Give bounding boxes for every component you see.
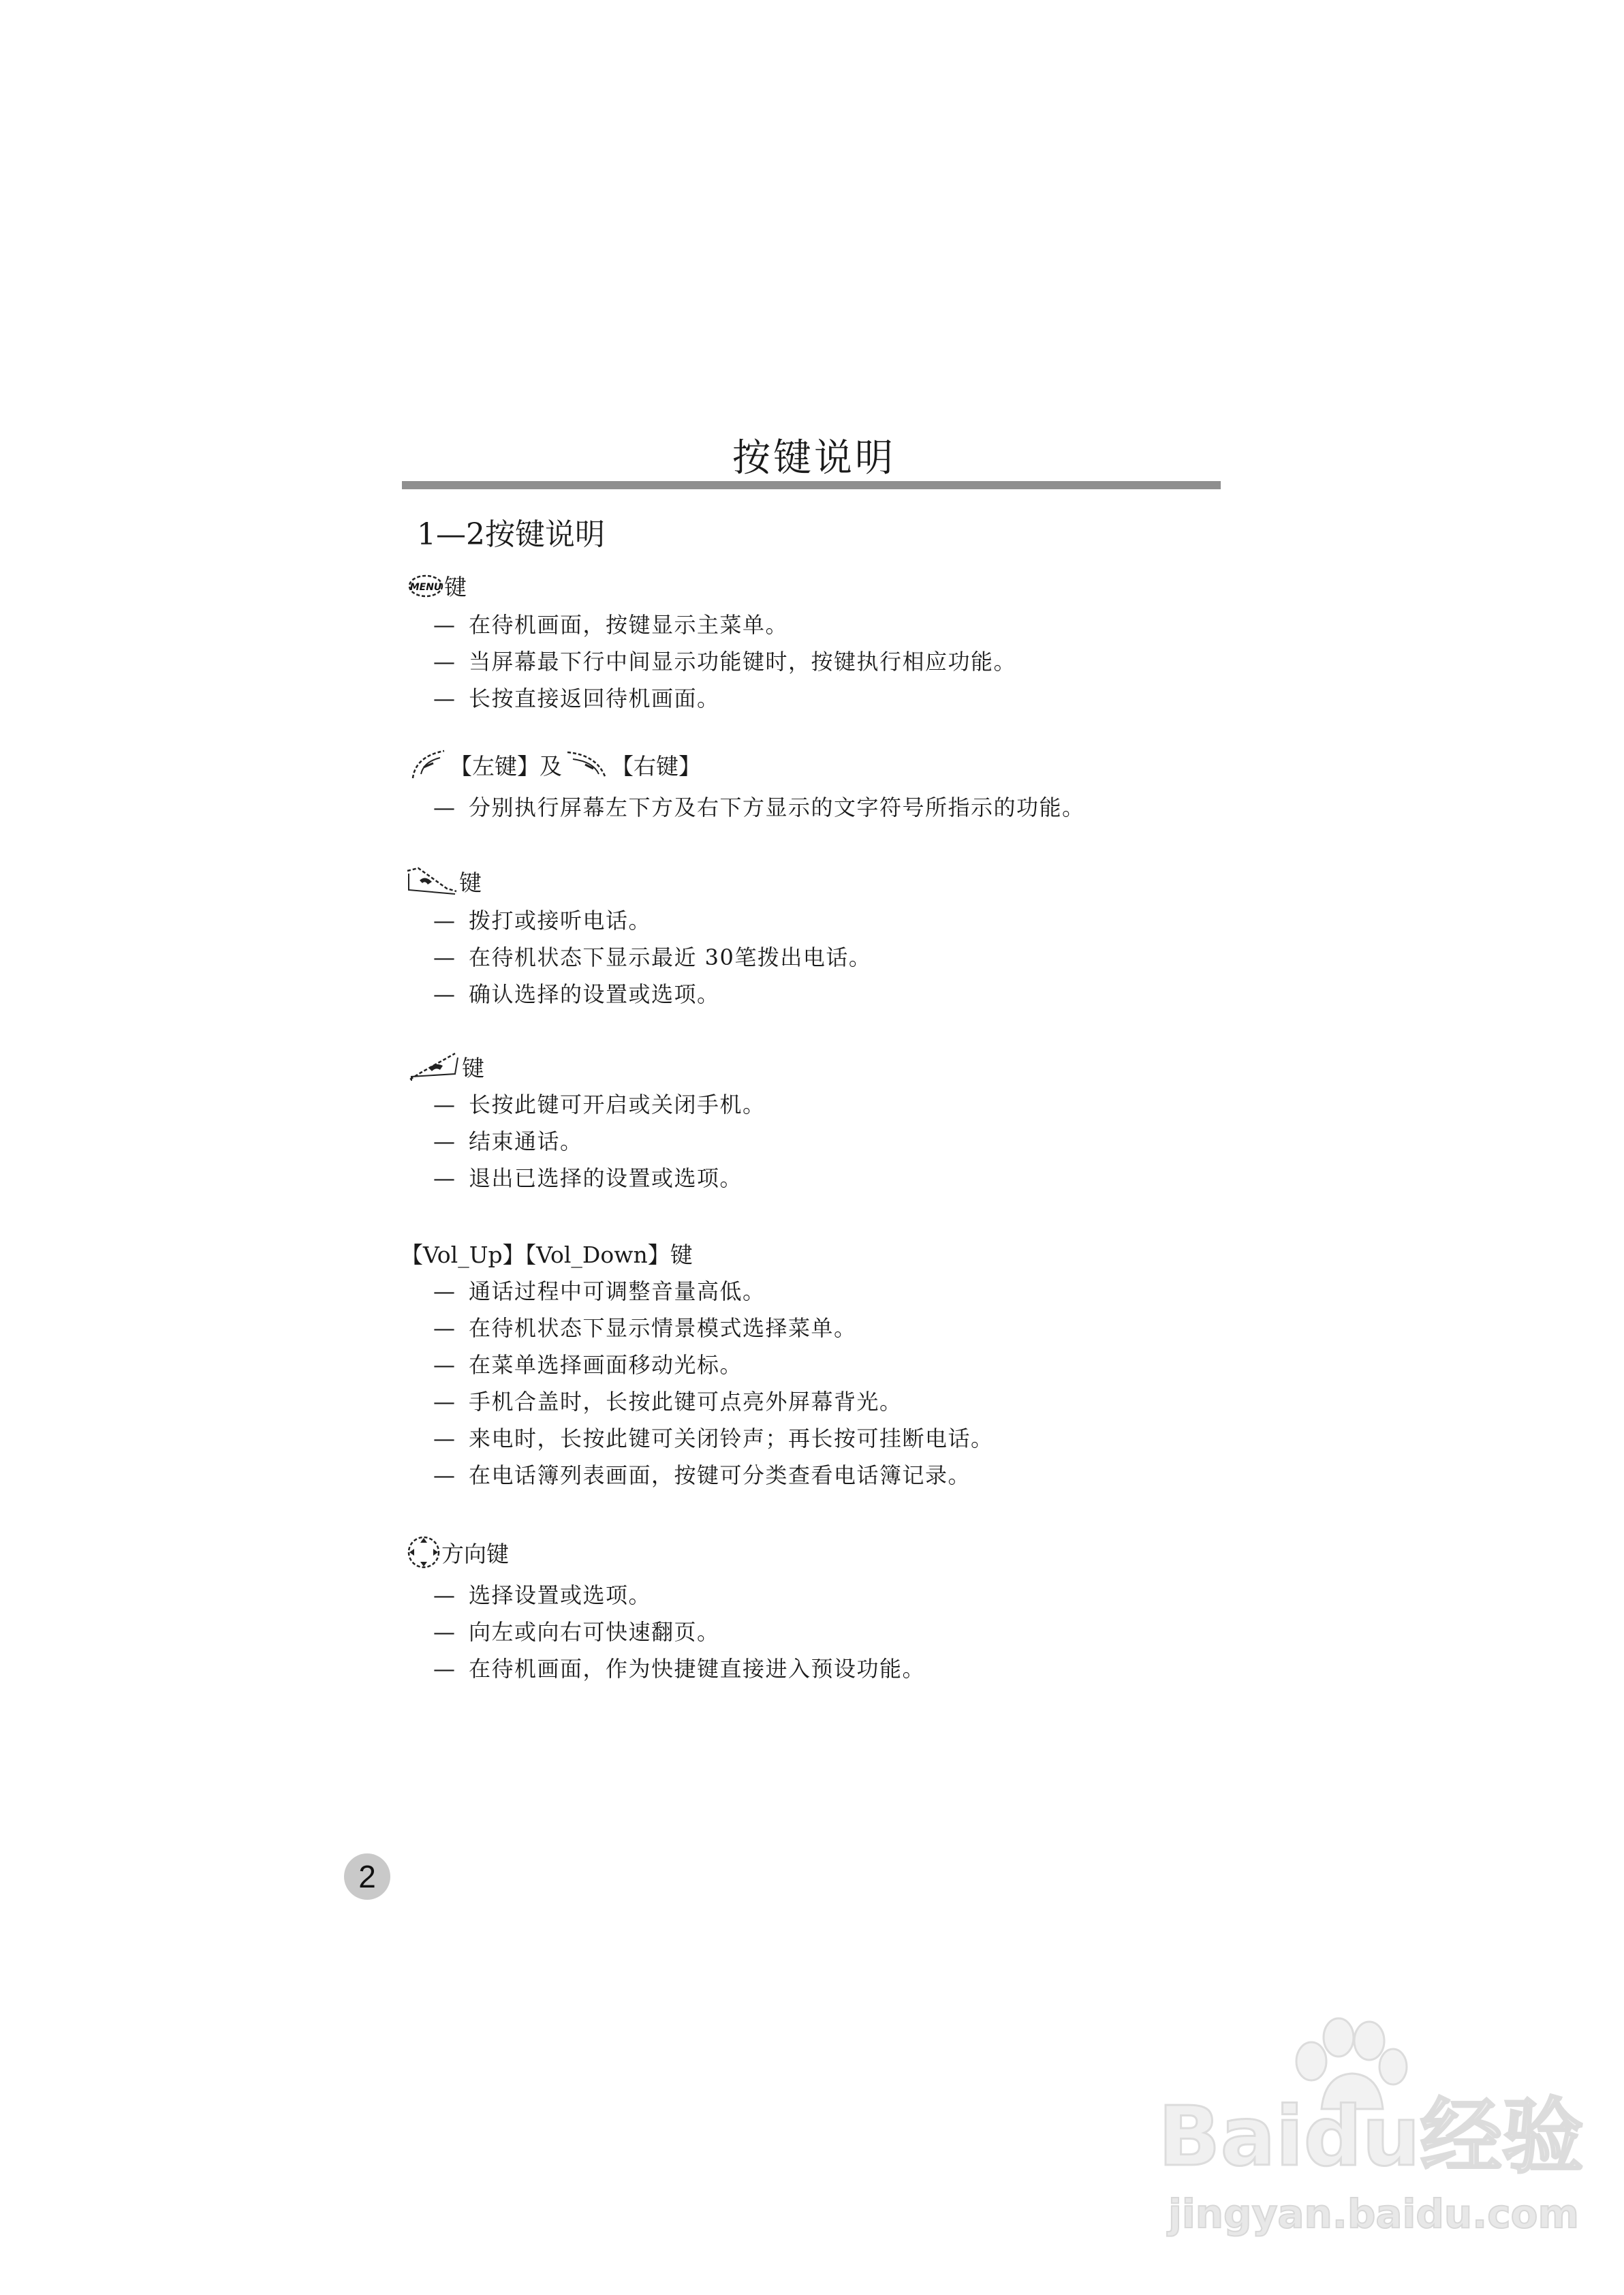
list-item: — 在待机状态下显示最近 30笔拨出电话。 xyxy=(433,944,872,970)
direction-key-header xyxy=(406,1535,509,1570)
list-item: — 来电时，长按此键可关闭铃声；再长按可挂断电话。 xyxy=(433,1426,994,1451)
volume-keys-header xyxy=(401,1237,693,1269)
list-item: — 拨打或接听电话。 xyxy=(433,908,652,934)
page-number: 2 xyxy=(344,1853,390,1900)
call-key-header xyxy=(405,864,482,898)
list-item: — 长按此键可开启或关闭手机。 xyxy=(433,1092,766,1118)
soft-keys-header xyxy=(409,747,701,782)
section-heading: 1—2按键说明 xyxy=(417,517,605,552)
watermark-logo: Baidu经验 xyxy=(1158,2090,1584,2185)
right-key-label: 【右键】 xyxy=(611,752,701,780)
list-item: — 分别执行屏幕左下方及右下方显示的文字符号所指示的功能。 xyxy=(433,795,1085,820)
end-key-header xyxy=(407,1049,484,1083)
list-item: — 在待机画面，作为快捷键直接进入预设功能。 xyxy=(433,1656,926,1682)
menu-key-label: 键 xyxy=(444,574,467,600)
menu-key-header xyxy=(407,570,467,602)
direction-key-icon xyxy=(406,1535,441,1570)
direction-key-label: 方向键 xyxy=(441,1540,509,1567)
end-key-label: 键 xyxy=(462,1054,484,1081)
list-item: — 向左或向右可快速翻页。 xyxy=(433,1619,720,1645)
call-key-icon xyxy=(405,864,459,898)
end-key-icon xyxy=(407,1049,462,1083)
list-item: — 退出已选择的设置或选项。 xyxy=(433,1165,743,1191)
left-key-label: 【左键】及 xyxy=(450,752,562,780)
title-divider xyxy=(402,481,1221,489)
left-soft-key-icon xyxy=(409,747,450,782)
list-item: — 在待机状态下显示情景模式选择菜单。 xyxy=(433,1315,857,1341)
list-item: — 在待机画面，按键显示主菜单。 xyxy=(433,612,789,638)
list-item: — 手机合盖时，长按此键可点亮外屏幕背光。 xyxy=(433,1389,903,1415)
list-item: — 当屏幕最下行中间显示功能键时，按键执行相应功能。 xyxy=(433,649,1017,675)
list-item: — 在菜单选择画面移动光标。 xyxy=(433,1352,743,1378)
list-item: — 长按直接返回待机画面。 xyxy=(433,686,720,711)
watermark-url: jingyan.baidu.com xyxy=(1168,2191,1579,2237)
menu-key-icon xyxy=(407,572,444,600)
svg-text:MENU: MENU xyxy=(409,581,442,593)
right-soft-key-icon xyxy=(562,747,611,782)
page-title: 按键说明 xyxy=(732,436,896,480)
call-key-label: 键 xyxy=(459,869,482,896)
list-item: — 确认选择的设置或选项。 xyxy=(433,981,720,1007)
list-item: — 结束通话。 xyxy=(433,1128,583,1154)
list-item: — 通话过程中可调整音量高低。 xyxy=(433,1278,766,1304)
list-item: — 选择设置或选项。 xyxy=(433,1582,652,1608)
volume-key-label: 【Vol_Up】【Vol_Down】键 xyxy=(401,1242,693,1268)
list-item: — 在电话簿列表画面，按键可分类查看电话簿记录。 xyxy=(433,1462,971,1488)
